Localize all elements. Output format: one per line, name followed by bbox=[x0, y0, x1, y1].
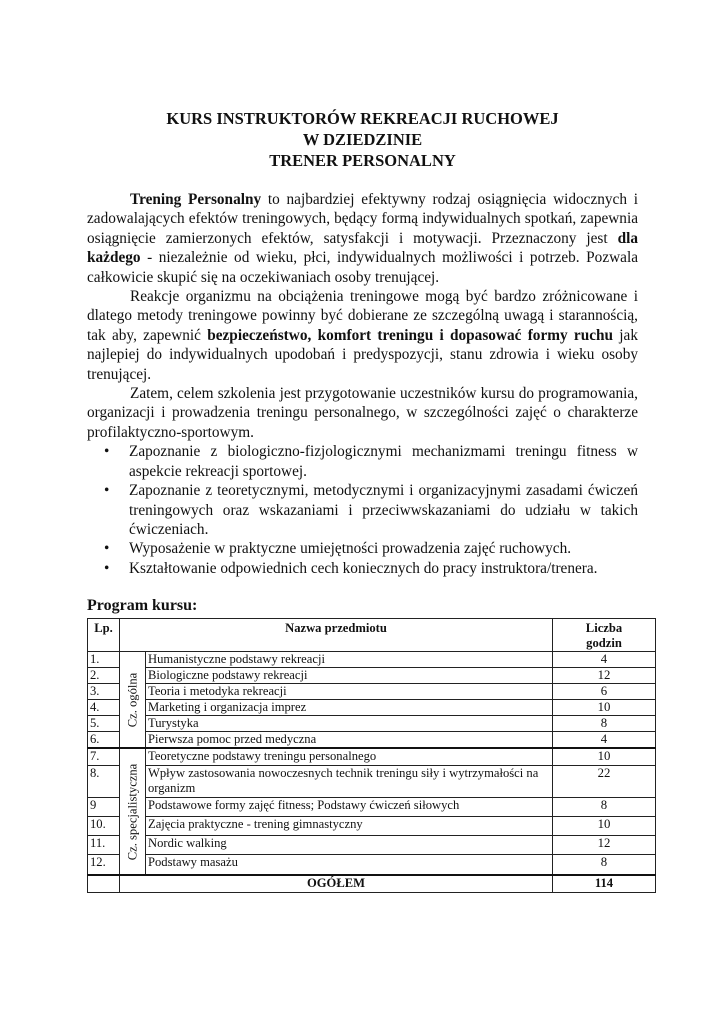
row-hours: 12 bbox=[553, 835, 656, 854]
row-name: Podstawy masażu bbox=[146, 854, 553, 875]
row-hours: 10 bbox=[553, 748, 656, 765]
table-row bbox=[88, 684, 656, 700]
row-num: 8. bbox=[88, 765, 120, 797]
table-row bbox=[88, 668, 656, 684]
bullet-icon: • bbox=[104, 482, 110, 500]
row-name: Humanistyczne podstawy rekreacji bbox=[146, 652, 553, 668]
row-name: Turystyka bbox=[146, 716, 553, 732]
row-hours: 12 bbox=[553, 668, 656, 684]
intro-p2-text-a: Reakcje organizmu na obciążenia treningowe mogą być bardzo zróżnicowane i dlatego metody treningowe powinny być dobierane ze szczególną uwagą i starannością, tak aby, zapewnić bbox=[87, 288, 638, 344]
row-num: 2. bbox=[88, 668, 120, 684]
table-row bbox=[88, 652, 656, 668]
table-row bbox=[88, 816, 656, 835]
intro-p2-text-b: jak najlepiej do indywidualnych upodobań i predyspozycji, stanu zdrowia i wieku osoby trenującej. bbox=[87, 326, 638, 383]
row-num: 9 bbox=[88, 797, 120, 816]
row-num: 5. bbox=[88, 716, 120, 732]
row-hours: 8 bbox=[553, 797, 656, 816]
group-general-label: Cz. ogólna bbox=[125, 672, 139, 727]
goal-text: Zapoznanie z biologiczno-fizjologicznymi mechanizmami treningu fitness w aspekcie rekreacji sportowej. bbox=[129, 443, 638, 480]
row-hours: 4 bbox=[553, 732, 656, 749]
total-hours: 114 bbox=[553, 875, 656, 892]
row-hours: 10 bbox=[553, 700, 656, 716]
bullet-icon: • bbox=[104, 443, 110, 461]
goal-text: Kształtowanie odpowiednich cech koniecznych do pracy instruktora/trenera. bbox=[129, 559, 598, 577]
table-row bbox=[88, 765, 656, 797]
group-special-label: Cz. specjalistyczna bbox=[125, 763, 139, 860]
title-line-3: TRENER PERSONALNY bbox=[269, 151, 456, 170]
header-lp: Lp. bbox=[88, 619, 120, 652]
intro-p1-text-b: - niezależnie od wieku, płci, indywidualnych możliwości i potrzeb. Pozwala całkowicie skupić się na oczekiwaniach osoby trenującej. bbox=[87, 249, 638, 286]
goal-item bbox=[87, 539, 638, 558]
goals-list bbox=[87, 442, 638, 578]
term-bezpieczenstwo: bezpieczeństwo, komfort treningu i dopasować formy ruchu bbox=[207, 326, 614, 344]
group-special-cell bbox=[120, 748, 146, 875]
table-row bbox=[88, 797, 656, 816]
intro-paragraph-2 bbox=[87, 287, 638, 384]
table-row bbox=[88, 835, 656, 854]
header-name: Nazwa przedmiotu bbox=[120, 619, 553, 652]
bullet-icon: • bbox=[104, 540, 110, 558]
document-body bbox=[87, 190, 638, 578]
table-row bbox=[88, 700, 656, 716]
table-row bbox=[88, 732, 656, 749]
row-name: Teoretyczne podstawy treningu personalnego bbox=[146, 748, 553, 765]
row-hours: 6 bbox=[553, 684, 656, 700]
program-heading: Program kursu: bbox=[87, 597, 198, 614]
table-row bbox=[88, 854, 656, 875]
goal-item bbox=[87, 559, 638, 578]
row-num: 3. bbox=[88, 684, 120, 700]
row-hours: 8 bbox=[553, 854, 656, 875]
row-hours: 8 bbox=[553, 716, 656, 732]
row-name: Podstawowe formy zajęć fitness; Podstawy ćwiczeń siłowych bbox=[146, 797, 553, 816]
row-num: 12. bbox=[88, 854, 120, 875]
term-dla-kazdego: dla każdego bbox=[87, 229, 638, 267]
goal-item bbox=[87, 481, 638, 539]
row-num: 10. bbox=[88, 816, 120, 835]
row-num: 6. bbox=[88, 732, 120, 749]
row-num: 1. bbox=[88, 652, 120, 668]
total-row bbox=[88, 875, 656, 892]
row-num: 7. bbox=[88, 748, 120, 765]
intro-paragraph-3: Zatem, celem szkolenia jest przygotowanie uczestników kursu do programowania, organizacji i prowadzenia treningu personalnego, w szczególności zajęć o charakterze profilaktyczno-sportowym. bbox=[87, 385, 638, 441]
goal-item bbox=[87, 442, 638, 481]
goal-text: Wyposażenie w praktyczne umiejętności prowadzenia zajęć ruchowych. bbox=[129, 540, 572, 558]
title-line-1: KURS INSTRUKTORÓW REKREACJI RUCHOWEJ bbox=[166, 109, 559, 128]
row-num: 4. bbox=[88, 700, 120, 716]
row-name: Biologiczne podstawy rekreacji bbox=[146, 668, 553, 684]
row-name: Zajęcia praktyczne - trening gimnastyczny bbox=[146, 816, 553, 835]
term-trening-personalny: Trening Personalny bbox=[130, 191, 262, 208]
total-empty-cell bbox=[88, 875, 120, 892]
intro-p1-text-a: to najbardziej efektywny rodzaj osiągnięcia widocznych i zadowalających efektów treningowych, będący formą indywidualnych spotkań, zapewnia osiągnięcie zamierzonych efektów, satysfakcji i motywacji. Przeznaczony jest bbox=[87, 191, 638, 247]
row-name: Teoria i metodyka rekreacji bbox=[146, 684, 553, 700]
title-line-2: W DZIEDZINIE bbox=[302, 130, 423, 149]
header-hours: Liczba godzin bbox=[553, 619, 656, 652]
group-general-cell bbox=[120, 652, 146, 749]
row-hours: 10 bbox=[553, 816, 656, 835]
row-name: Pierwsza pomoc przed medyczna bbox=[146, 732, 553, 749]
goal-text: Zapoznanie z teoretycznymi, metodycznymi i organizacyjnymi zasadami ćwiczeń treningowych oraz wskazaniami i przeciwwskazaniami do udziału w takich ćwiczeniach. bbox=[129, 482, 638, 538]
table-row bbox=[88, 716, 656, 732]
row-name: Marketing i organizacja imprez bbox=[146, 700, 553, 716]
row-hours: 4 bbox=[553, 652, 656, 668]
total-label: OGÓŁEM bbox=[120, 875, 553, 892]
row-name: Nordic walking bbox=[146, 835, 553, 854]
table-row bbox=[88, 748, 656, 765]
bullet-icon: • bbox=[104, 559, 110, 577]
row-name: Wpływ zastosowania nowoczesnych technik treningu siły i wytrzymałości na organizm bbox=[146, 765, 553, 797]
row-num: 11. bbox=[88, 835, 120, 854]
table-header-row bbox=[88, 619, 656, 652]
row-hours: 22 bbox=[553, 765, 656, 797]
program-table bbox=[87, 618, 656, 893]
document-title bbox=[0, 108, 725, 171]
intro-paragraph-1 bbox=[87, 190, 638, 287]
